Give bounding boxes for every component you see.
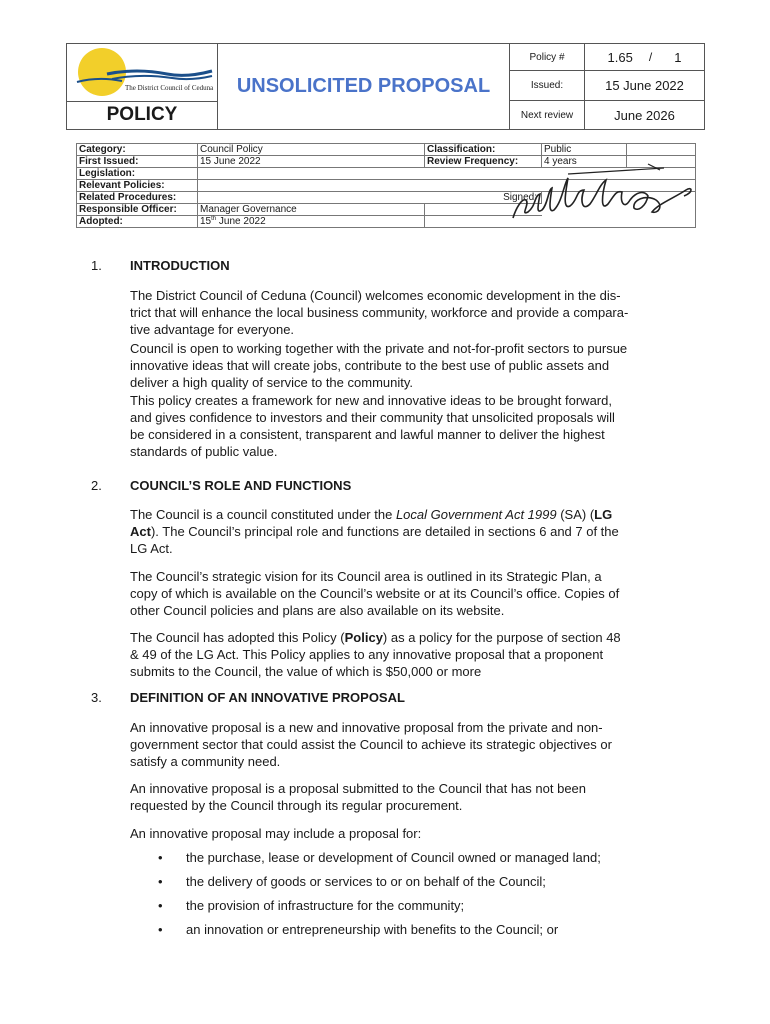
adopted-value: 15th June 2022: [198, 216, 425, 228]
paragraph: An innovative proposal may include a proposal for:: [130, 826, 422, 841]
section-heading-definition: DEFINITION OF AN INNOVATIVE PROPOSAL: [130, 690, 405, 705]
bullet-icon: •: [158, 874, 163, 889]
signed-label: Signed:: [425, 192, 542, 204]
category-label: Category:: [77, 144, 198, 156]
responsible-officer-label: Responsible Officer:: [77, 204, 198, 216]
classification-label: Classification:: [425, 144, 542, 156]
first-issued-label: First Issued:: [77, 156, 198, 168]
category-value: Council Policy: [198, 144, 425, 156]
doc-type-label: POLICY: [67, 101, 218, 129]
review-frequency-value: 4 years: [542, 156, 627, 168]
issued-value: 15 June 2022: [605, 78, 684, 93]
related-procedures-label: Related Procedures:: [77, 192, 198, 204]
section-heading-introduction: INTRODUCTION: [130, 258, 230, 273]
section-heading-role: COUNCIL’S ROLE AND FUNCTIONS: [130, 478, 352, 493]
council-logo-icon: [67, 44, 217, 101]
paragraph: Council is open to working together with the private and not-for-profit sectors to pursue innovative ideas that will create jobs, contribute to the best use of public assets and deliver a high quality of service to the community.: [130, 341, 628, 390]
bullet-icon: •: [158, 898, 163, 913]
list-item: the provision of infrastructure for the community;: [186, 898, 465, 913]
issued-label: Issued:: [510, 71, 585, 100]
document-title: UNSOLICITED PROPOSAL: [218, 44, 510, 129]
section-number: 2.: [91, 478, 102, 493]
paragraph: The Council has adopted this Policy (Policy) as a policy for the purpose of section 48 & 49 of the LG Act. This Policy applies to any innovative proposal that a proponent submits to the Council, the value of which is $50,000 or more: [130, 630, 621, 679]
next-review-label: Next review: [510, 101, 585, 129]
paragraph: The Council is a council constituted under the Local Government Act 1999 (SA) (LG Act). The Council’s principal role and functions are detailed in sections 6 and 7 of the LG Act.: [130, 507, 619, 556]
list-item: the delivery of goods or services to or on behalf of the Council;: [186, 874, 546, 889]
classification-value: Public: [542, 144, 627, 156]
paragraph: An innovative proposal is a new and innovative proposal from the private and non- government sector that could assist the Council to achieve its strategic objectives or satisfy a community need.: [130, 720, 612, 769]
section-number: 1.: [91, 258, 102, 273]
council-logo: [67, 44, 218, 102]
bullet-icon: •: [158, 922, 163, 937]
policy-number-value: 1.65 / 1: [607, 49, 682, 65]
relevant-policies-label: Relevant Policies:: [77, 180, 198, 192]
section-number: 3.: [91, 690, 102, 705]
paragraph: The District Council of Ceduna (Council) welcomes economic development in the dis- trict that will enhance the local business community, workforce and provide a compara- tive advantage for everyone.: [130, 288, 629, 337]
logo-caption: The District Council of Ceduna: [125, 84, 214, 92]
adopted-label: Adopted:: [77, 216, 198, 228]
paragraph: An innovative proposal is a proposal submitted to the Council that has not been requested by the Council through its regular procurement.: [130, 781, 587, 813]
policy-header: [66, 43, 705, 130]
legislation-label: Legislation:: [77, 168, 198, 180]
review-frequency-label: Review Frequency:: [425, 156, 542, 168]
paragraph: The Council’s strategic vision for its Council area is outlined in its Strategic Plan, a copy of which is available on the Council’s website or at its Council’s office. Copies of other Council policies and plans are also available on its website.: [130, 569, 620, 618]
list-item: an innovation or entrepreneurship with benefits to the Council; or: [186, 922, 559, 937]
paragraph: This policy creates a framework for new and innovative ideas to be brought forward, and gives confidence to investors and their community that unsolicited proposals will be considered in a consistent, transparent and lawful manner to deliver the highest standards of public value.: [130, 393, 615, 459]
signature-image: [508, 160, 698, 230]
policy-number-label: Policy #: [510, 44, 585, 70]
first-issued-value: 15 June 2022: [198, 156, 425, 168]
next-review-value: June 2026: [614, 107, 675, 123]
responsible-officer-value: Manager Governance: [198, 204, 425, 216]
bullet-icon: •: [158, 850, 163, 865]
list-item: the purchase, lease or development of Council owned or managed land;: [186, 850, 601, 865]
